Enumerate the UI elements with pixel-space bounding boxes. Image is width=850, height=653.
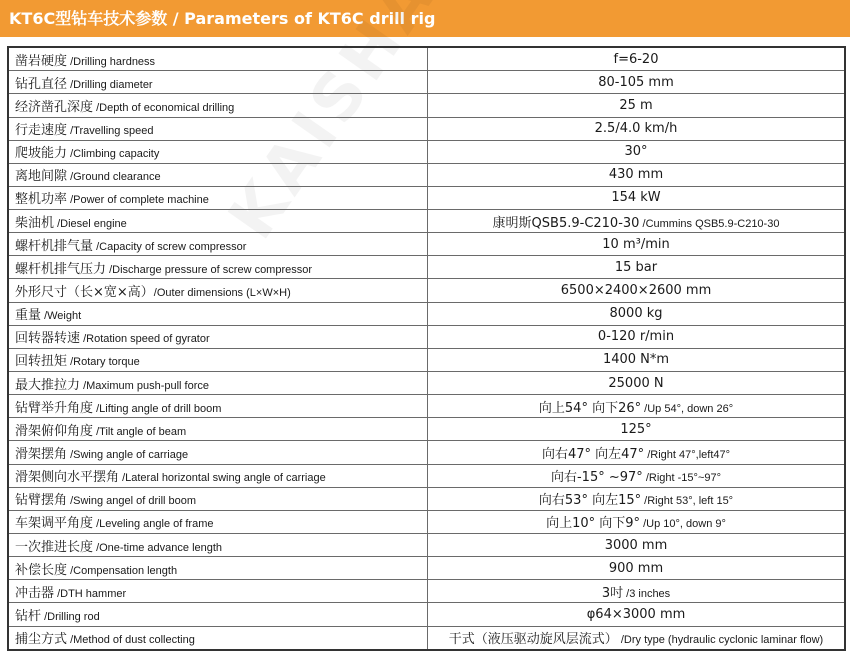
param-name-zh: 冲击器	[15, 585, 55, 601]
param-name-zh: 滑架侧向水平摆角	[15, 470, 120, 486]
param-name-en: /Lateral horizontal swing angle of carriage	[119, 472, 326, 485]
table-row	[8, 325, 845, 348]
param-name-zh: 车架调平角度	[15, 516, 94, 532]
table-row	[8, 233, 845, 256]
param-name	[8, 372, 428, 395]
param-name-en: /Rotary torque	[67, 356, 140, 369]
param-name-zh: 柴油机	[15, 215, 55, 231]
param-value	[428, 94, 846, 117]
param-name	[8, 117, 428, 140]
param-name-zh: 滑架俯仰角度	[15, 423, 94, 439]
table-row	[8, 210, 845, 233]
param-name-zh: 重量	[15, 308, 42, 324]
param-value	[428, 140, 846, 163]
table-row	[8, 186, 845, 209]
param-value-main: 向上54° 向下26°	[538, 400, 642, 416]
param-name-en: /Power of complete machine	[67, 194, 209, 207]
param-name-zh: 捕尘方式	[15, 632, 68, 648]
param-value-main: 3吋	[601, 585, 624, 601]
param-name-zh: 螺杆机排气量	[15, 238, 94, 254]
param-name	[8, 395, 428, 418]
param-value-main: 154 kW	[611, 190, 661, 206]
param-value	[428, 47, 846, 71]
param-name-zh: 最大推拉力	[15, 377, 81, 393]
param-value	[428, 372, 846, 395]
param-name-zh: 回转扭矩	[15, 354, 68, 370]
param-name-en: /Outer dimensions (L×W×H)	[153, 287, 291, 300]
table-row	[8, 348, 845, 371]
param-name-zh: 一次推进长度	[15, 539, 94, 555]
param-value	[428, 580, 846, 603]
param-value	[428, 186, 846, 209]
param-value-main: f=6-20	[613, 51, 659, 67]
param-value-main: 10 m³/min	[602, 236, 670, 252]
table-row	[8, 418, 845, 441]
param-name-en: /Rotation speed of gyrator	[80, 333, 210, 346]
table-row	[8, 580, 845, 603]
param-value-main: 6500×2400×2600 mm	[560, 283, 712, 299]
param-value	[428, 534, 846, 557]
param-value-main: 900 mm	[608, 560, 664, 576]
param-name-zh: 凿岩硬度	[15, 53, 68, 69]
param-value-main: 80-105 mm	[598, 74, 674, 90]
param-value-main: 向右47° 向左47°	[541, 447, 645, 463]
param-value-main: 3000 mm	[604, 537, 668, 553]
param-name-en: /Discharge pressure of screw compressor	[106, 263, 313, 276]
param-value-main: 125°	[620, 421, 652, 437]
param-name	[8, 580, 428, 603]
table-row	[8, 464, 845, 487]
param-name-zh: 钻臂举升角度	[15, 400, 94, 416]
param-value-main: 向右-15° ~97°	[550, 470, 643, 486]
param-name	[8, 418, 428, 441]
table-row	[8, 279, 845, 302]
param-name-en: /Drilling hardness	[67, 55, 156, 68]
param-value	[428, 348, 846, 371]
param-name	[8, 487, 428, 510]
table-row	[8, 603, 845, 626]
param-name	[8, 94, 428, 117]
param-name-zh: 钻孔直径	[15, 76, 68, 92]
param-name-en: /DTH hammer	[54, 587, 127, 600]
param-value-note: /Dry type (hydraulic cyclonic laminar flow)	[617, 634, 824, 647]
table-row	[8, 47, 845, 71]
table-row	[8, 557, 845, 580]
param-name	[8, 510, 428, 533]
param-value-note: /3 inches	[623, 587, 671, 600]
param-value	[428, 163, 846, 186]
param-name-zh: 行走速度	[15, 123, 68, 139]
param-name-zh: 钻臂摆角	[15, 493, 68, 509]
param-name	[8, 603, 428, 626]
param-name-zh: 外形尺寸（长×宽×高）	[15, 285, 154, 301]
param-name	[8, 325, 428, 348]
param-value	[428, 395, 846, 418]
param-name	[8, 348, 428, 371]
param-value-main: 2.5/4.0 km/h	[594, 121, 678, 137]
param-name	[8, 47, 428, 71]
table-row	[8, 140, 845, 163]
table-row	[8, 372, 845, 395]
page-title: KT6C型钻车技术参数 / Parameters of KT6C drill rig	[9, 9, 436, 28]
table-row	[8, 626, 845, 650]
param-name-en: /Drilling diameter	[67, 78, 153, 91]
param-value-main: 1400 N*m	[602, 352, 670, 368]
param-value	[428, 117, 846, 140]
table-row	[8, 71, 845, 94]
param-name	[8, 186, 428, 209]
param-value	[428, 325, 846, 348]
param-name-en: /Leveling angle of frame	[93, 518, 214, 531]
param-name	[8, 256, 428, 279]
param-value	[428, 302, 846, 325]
param-name-zh: 补偿长度	[15, 562, 68, 578]
param-value-main: 康明斯QSB5.9-C210-30	[492, 215, 640, 231]
param-name	[8, 210, 428, 233]
table-row	[8, 510, 845, 533]
table-row	[8, 487, 845, 510]
table-row	[8, 117, 845, 140]
param-name	[8, 71, 428, 94]
param-value-main: 430 mm	[608, 167, 664, 183]
table-row	[8, 395, 845, 418]
param-name	[8, 279, 428, 302]
param-name-en: /Method of dust collecting	[67, 634, 195, 647]
parameters-table	[7, 46, 846, 651]
param-name-en: /Lifting angle of drill boom	[93, 402, 222, 415]
param-value	[428, 210, 846, 233]
param-name-zh: 经济凿孔深度	[15, 99, 94, 115]
param-name-zh: 离地间隙	[15, 169, 68, 185]
param-value-main: 干式（液压驱动旋风层流式）	[448, 632, 618, 648]
param-name	[8, 557, 428, 580]
param-name	[8, 163, 428, 186]
param-name-zh: 回转器转速	[15, 331, 81, 347]
param-name-zh: 爬坡能力	[15, 146, 68, 162]
param-value	[428, 233, 846, 256]
param-name-zh: 整机功率	[15, 192, 68, 208]
param-name-en: /Depth of economical drilling	[93, 101, 235, 114]
param-name-en: /Swing angle of carriage	[67, 449, 189, 462]
table-row	[8, 441, 845, 464]
param-name-en: /Compensation length	[67, 564, 178, 577]
param-name	[8, 140, 428, 163]
param-name-zh: 螺杆机排气压力	[15, 261, 107, 277]
param-value	[428, 464, 846, 487]
param-name-en: /Climbing capacity	[67, 148, 160, 161]
table-row	[8, 163, 845, 186]
param-name	[8, 534, 428, 557]
param-name-en: /One-time advance length	[93, 541, 223, 554]
param-value-note: /Right 53°, left 15°	[641, 495, 734, 508]
param-value	[428, 418, 846, 441]
param-name	[8, 233, 428, 256]
param-value-main: 0-120 r/min	[597, 329, 675, 345]
param-name	[8, 626, 428, 650]
param-value-main: 30°	[624, 144, 648, 160]
param-value-note: /Cummins QSB5.9-C210-30	[639, 217, 780, 230]
parameters-table-container	[7, 46, 846, 651]
param-value-main: 向上10° 向下9°	[546, 516, 641, 532]
param-name	[8, 464, 428, 487]
param-name-en: /Weight	[41, 310, 82, 323]
param-name-en: /Tilt angle of beam	[93, 425, 187, 438]
param-name-zh: 钻杆	[15, 609, 42, 625]
param-value-main: 25 m	[619, 97, 653, 113]
param-name-en: /Swing angel of drill boom	[67, 495, 197, 508]
param-value-main: 8000 kg	[609, 306, 663, 322]
param-name-en: /Travelling speed	[67, 125, 154, 138]
param-value-main: 15 bar	[614, 259, 658, 275]
param-name-en: /Drilling rod	[41, 611, 100, 624]
param-value	[428, 71, 846, 94]
table-row	[8, 302, 845, 325]
param-value	[428, 626, 846, 650]
param-value-note: /Up 54°, down 26°	[641, 402, 734, 415]
param-value	[428, 256, 846, 279]
param-value-main: φ64×3000 mm	[586, 607, 686, 623]
page-header	[0, 0, 850, 37]
param-value-main: 25000 N	[608, 375, 664, 391]
param-value	[428, 510, 846, 533]
param-value	[428, 487, 846, 510]
param-name-en: /Capacity of screw compressor	[93, 240, 247, 253]
param-value	[428, 557, 846, 580]
param-value	[428, 441, 846, 464]
param-name-en: /Diesel engine	[54, 217, 127, 230]
table-row	[8, 534, 845, 557]
param-value	[428, 603, 846, 626]
param-name	[8, 441, 428, 464]
param-name-zh: 滑架摆角	[15, 447, 68, 463]
param-name	[8, 302, 428, 325]
table-row	[8, 94, 845, 117]
param-value-main: 向右53° 向左15°	[538, 493, 642, 509]
table-row	[8, 256, 845, 279]
param-value-note: /Right 47°,left47°	[644, 449, 731, 462]
param-name-en: /Ground clearance	[67, 171, 161, 184]
param-value-note: /Right -15°~97°	[642, 472, 721, 485]
param-value	[428, 279, 846, 302]
param-value-note: /Up 10°, down 9°	[640, 518, 726, 531]
param-name-en: /Maximum push-pull force	[80, 379, 210, 392]
